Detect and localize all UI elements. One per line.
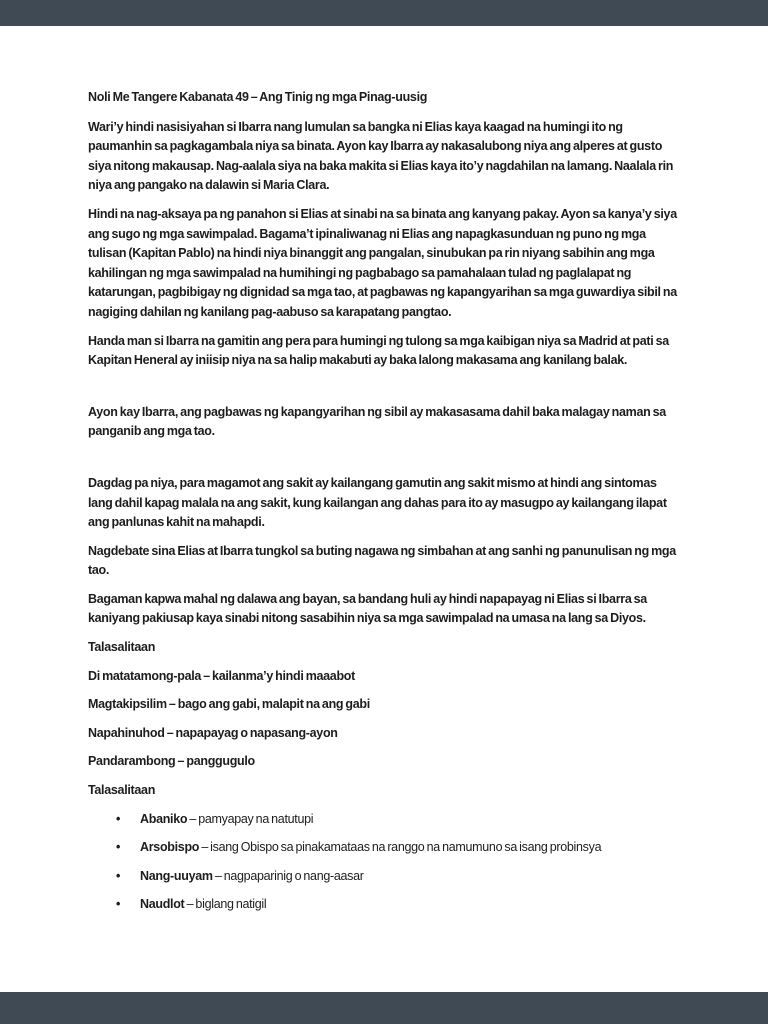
glossary-definition: – pamyapay na natutupi — [189, 811, 314, 826]
paragraph: Handa man si Ibarra na gamitin ang pera para humingi ng tulong sa mga kaibigan niya sa Madrid at pati sa Kapitan Heneral ay iniisip niya na sa halip makabuti ay baka lalong makasama ang kanilang balak. — [88, 333, 669, 368]
glossary-term: Nang-uuyam — [140, 868, 213, 883]
document-content — [88, 88, 682, 915]
glossary-entry: Napahinuhod – napapayag o napasang-ayon — [88, 725, 338, 740]
glossary-term: Arsobispo — [140, 840, 200, 855]
glossary-entry-text — [140, 895, 682, 915]
glossary-bullet-item — [88, 810, 682, 830]
glossary-definition: – biglang natigil — [186, 897, 267, 912]
document-page — [0, 26, 768, 992]
glossary-entry: Magtakipsilim – bago ang gabi, malapit na ang gabi — [88, 697, 370, 712]
glossary-bullet-item — [88, 895, 682, 915]
glossary-entry: Pandarambong – panggugulo — [88, 754, 255, 769]
letterbox-top-bar — [0, 0, 768, 26]
paragraph: Bagaman kapwa mahal ng dalawa ang bayan, sa bandang huli ay hindi napapayag ni Elias si Ibarra sa kaniyang pakiusap kaya sinabi nitong sasabihin niya sa mga sawimpalad na umasa na lang sa Diyos. — [88, 591, 647, 626]
glossary-term: Abaniko — [140, 811, 188, 826]
blank-line — [88, 380, 682, 403]
section-heading: Talasalitaan — [88, 783, 156, 798]
paragraph: Hindi na nag-aksaya pa ng panahon si Elias at sinabi na sa binata ang kanyang pakay. Ayon sa kanya’y siya ang sugo ng mga sawimpalad. Bagama’t ipinaliwanag ni Elias ang napagkasunduan ng puno ng mga tulisan (Kapitan Pablo) na hindi niya binanggit ang pangalan, sinubukan pa rin niyang sabihin ang mga kahilingan ng mga sawimpalad na humihingi ng pagbabago sa pamahalaan tulad ng paglalapat ng katarungan, pagbibigay ng dignidad sa mga tao, at pagbawas ng kapangyarihan sa mga guwardiya sibil na nagiging dahilan ng kanilang pag-aabuso sa karapatang pangtao. — [88, 206, 677, 319]
glossary-bullet-item — [88, 867, 682, 887]
glossary-entry-text — [140, 867, 682, 887]
bullet-icon: • — [116, 868, 121, 883]
glossary-entry: Di matatamong-pala – kailanma’y hindi maaabot — [88, 668, 355, 683]
paragraph: Dagdag pa niya, para magamot ang sakit ay kailangang gamutin ang sakit mismo at hindi ang sintomas lang dahil kapag malala na ang sakit, kung kailangan ang dahas para ito ay masugpo ay kailangang ilapat ang panlunas kahit na mahapdi. — [88, 475, 667, 530]
glossary-definition: – isang Obispo sa pinakamataas na ranggo na namumuno sa isang probinsya — [201, 840, 602, 855]
section-heading: Talasalitaan — [88, 640, 156, 655]
bullet-icon: • — [116, 897, 121, 912]
glossary-definition: – nagpaparinig o nang-aasar — [214, 868, 364, 883]
glossary-term: Naudlot — [140, 897, 185, 912]
paragraph: Ayon kay Ibarra, ang pagbawas ng kapangyarihan ng sibil ay makasasama dahil baka malagay naman sa panganib ang mga tao. — [88, 404, 666, 439]
blank-line — [88, 451, 682, 474]
glossary-entry-text — [140, 810, 682, 830]
bullet-icon: • — [116, 840, 121, 855]
letterbox-bottom-bar — [0, 992, 768, 1024]
bullet-icon: • — [116, 811, 121, 826]
glossary-bullet-item — [88, 838, 682, 858]
glossary-entry-text — [140, 838, 682, 858]
document-title: Noli Me Tangere Kabanata 49 – Ang Tinig ng mga Pinag-uusig — [88, 90, 428, 104]
paragraph: Wari’y hindi nasisiyahan si Ibarra nang lumulan sa bangka ni Elias kaya kaagad na humingi ito ng paumanhin sa pagkagambala niya sa binata. Ayon kay Ibarra ay nakasalubong niya ang alperes at gusto siya nitong makausap. Nag-aalala siya na baka makita si Elias kaya ito’y nagdahilan na lamang. Naalala rin niya ang pangako na dalawin si Maria Clara. — [88, 119, 674, 193]
paragraph: Nagdebate sina Elias at Ibarra tungkol sa buting nagawa ng simbahan at ang sanhi ng panunulisan ng mga tao. — [88, 543, 676, 578]
